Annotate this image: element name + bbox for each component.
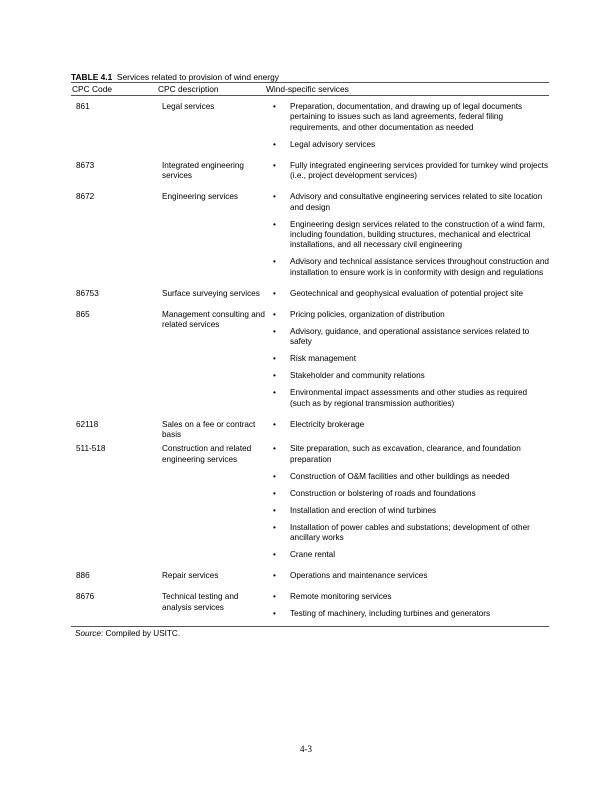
service-list-item: • Construction of O&M facilities and other buildings as needed xyxy=(270,472,549,482)
service-list-item: • Engineering design services related to the construction of a wind farm, including foundation, building structures, mechanical and electrical installations, and all necessary civil engineering xyxy=(270,220,549,251)
services-cell xyxy=(270,416,549,441)
service-list-item: • Installation and erection of wind turbines xyxy=(270,506,549,516)
cpc-code-cell: 8672 xyxy=(76,192,95,202)
cpc-description-cell: Management consulting and related services xyxy=(162,309,265,330)
table-caption xyxy=(71,73,549,83)
services-list xyxy=(270,420,549,430)
service-list-item: • Remote monitoring services xyxy=(270,592,549,602)
services-cell xyxy=(270,96,549,157)
service-list-item: • Installation of power cables and substations; development of other ancillary works xyxy=(270,523,549,544)
table-row xyxy=(71,306,549,416)
table-label: TABLE 4.1 xyxy=(71,72,113,82)
cpc-code-cell: 886 xyxy=(76,571,90,581)
service-list-item: • Advisory, guidance, and operational assistance services related to safety xyxy=(270,327,549,348)
service-list-item: • Geotechnical and geophysical evaluation of potential project site xyxy=(270,289,549,299)
services-cell xyxy=(270,306,549,416)
service-list-item: • Pricing policies, organization of distribution xyxy=(270,310,549,320)
services-list xyxy=(270,102,549,150)
services-list xyxy=(270,289,549,299)
cpc-description-cell: Integrated engineering services xyxy=(162,160,244,181)
services-list xyxy=(270,161,549,182)
service-list-item: • Stakeholder and community relations xyxy=(270,371,549,381)
table-source-note xyxy=(71,628,549,639)
cpc-description-cell: Engineering services xyxy=(162,192,239,202)
cpc-description-cell: Technical testing and analysis services xyxy=(162,592,239,612)
cpc-description-cell: Surface surveying services xyxy=(162,288,260,298)
services-cell xyxy=(270,157,549,188)
services-cell xyxy=(270,285,549,306)
service-list-item: • Crane rental xyxy=(270,550,549,560)
cpc-code-cell: 861 xyxy=(76,102,90,111)
service-list-item: • Electricity brokerage xyxy=(270,420,549,430)
service-list-item: • Construction or bolstering of roads and foundations xyxy=(270,489,549,499)
table-row xyxy=(71,157,549,188)
table-container xyxy=(71,73,549,639)
source-label: Source xyxy=(75,629,101,639)
services-cell xyxy=(270,188,549,285)
service-list-item: • Legal advisory services xyxy=(270,140,549,150)
table-row xyxy=(71,588,549,627)
services-list xyxy=(270,444,549,560)
cpc-description-cell: Legal services xyxy=(162,102,215,111)
table-row xyxy=(71,416,549,441)
service-list-item: • Preparation, documentation, and drawing up of legal documents pertaining to issues such as land agreements, federal filing requirements, and other documentation as needed xyxy=(270,102,549,133)
services-list xyxy=(270,310,549,409)
service-list-item: • Operations and maintenance services xyxy=(270,571,549,581)
services-cell xyxy=(270,440,549,567)
table-row xyxy=(71,188,549,285)
cpc-code-cell: 86753 xyxy=(76,288,99,298)
cpc-code-cell: 511-518 xyxy=(76,444,106,454)
service-list-item: • Site preparation, such as excavation, clearance, and foundation preparation xyxy=(270,444,549,465)
cpc-description-cell: Sales on a fee or contract basis xyxy=(162,419,256,440)
column-header-description: CPC description xyxy=(158,84,219,94)
table-header xyxy=(71,83,549,96)
services-list xyxy=(270,592,549,619)
table-row xyxy=(71,440,549,567)
column-header-code: CPC Code xyxy=(72,84,113,94)
service-list-item: • Advisory and consultative engineering services related to site location and design xyxy=(270,192,549,213)
cpc-code-cell: 62118 xyxy=(76,419,99,429)
services-cell xyxy=(270,588,549,627)
service-list-item: • Testing of machinery, including turbines and generators xyxy=(270,609,549,619)
table-row xyxy=(71,285,549,306)
service-list-item: • Environmental impact assessments and other studies as required (such as by regional transmission authorities) xyxy=(270,388,549,409)
table-row xyxy=(71,96,549,157)
cpc-code-cell: 8676 xyxy=(76,592,95,602)
cpc-code-cell: 865 xyxy=(76,309,90,319)
column-header-services: Wind-specific services xyxy=(266,84,349,94)
service-list-item: • Fully integrated engineering services provided for turnkey wind projects (i.e., project development services) xyxy=(270,161,549,182)
table-title: Services related to provision of wind energy xyxy=(116,72,279,82)
services-cell xyxy=(270,567,549,588)
cpc-description-cell: Construction and related engineering services xyxy=(162,444,252,464)
cpc-description-cell: Repair services xyxy=(162,571,219,581)
source-text: : Compiled by USITC. xyxy=(100,629,181,639)
table-row xyxy=(71,567,549,588)
service-list-item: • Risk management xyxy=(270,354,549,364)
service-list-item: • Advisory and technical assistance services throughout construction and installation to ensure work is in conformity with design and regulations xyxy=(270,257,549,278)
services-table xyxy=(71,96,549,627)
services-list xyxy=(270,571,549,581)
page-number: 4-3 xyxy=(300,744,312,754)
services-list xyxy=(270,192,549,278)
cpc-code-cell: 8673 xyxy=(76,160,95,170)
